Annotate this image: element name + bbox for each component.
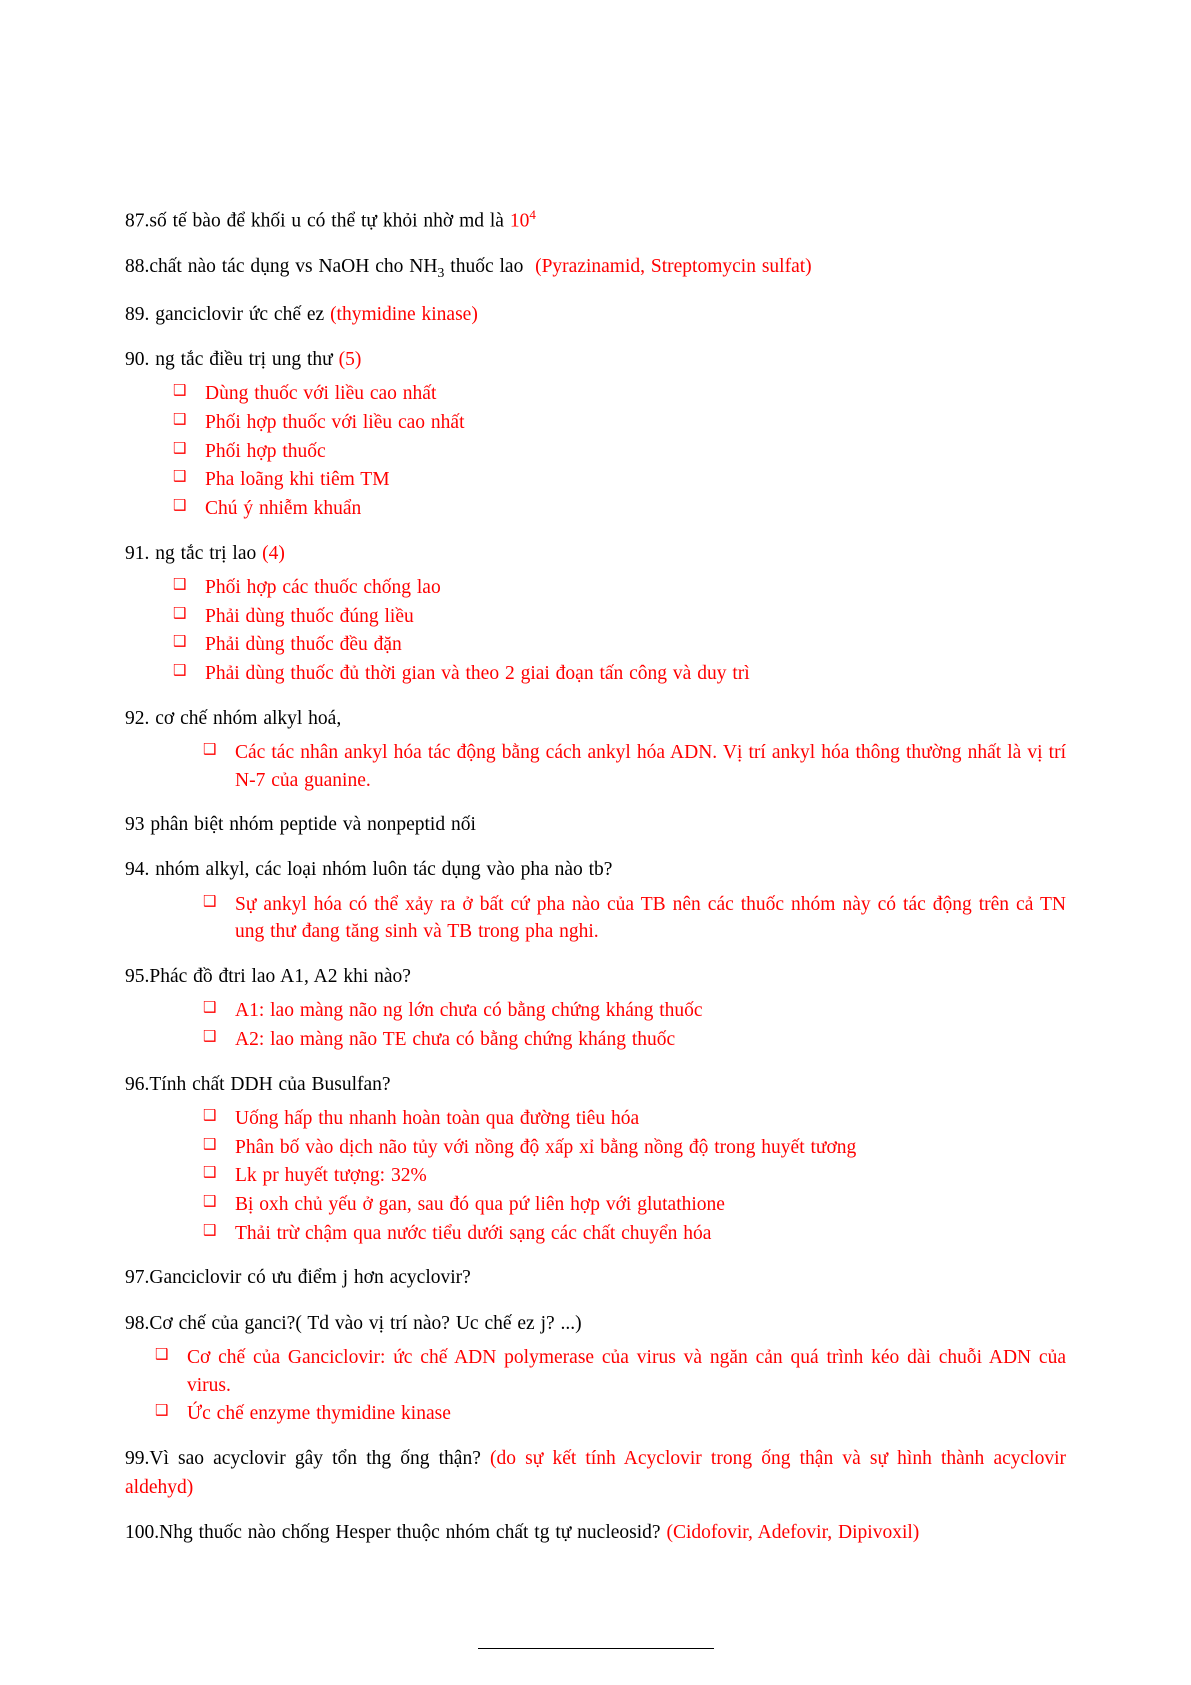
bullet-icon: ❑: [203, 1105, 217, 1124]
question-97-text: Ganciclovir có ưu điểm j hơn acyclovir?: [149, 1267, 471, 1289]
question-100: [125, 1518, 1066, 1547]
question-94-text: nhóm alkyl, các loại nhóm luôn tác dụng vào pha nào tb?: [155, 859, 613, 881]
question-88-text-b: thuốc lao: [444, 255, 524, 277]
bullet-icon: ❑: [173, 409, 187, 428]
list-item: [155, 1344, 1066, 1399]
list-item: [173, 380, 1066, 408]
question-88-subscript: 3: [437, 265, 445, 281]
list-item: [203, 1220, 1066, 1248]
bullet-icon: ❑: [173, 495, 187, 514]
question-99-answer: (do sự kết tính Acyclovir trong ống thận và sự hình thành acyclovir aldehyd): [125, 1447, 1066, 1499]
list-item: [203, 891, 1066, 946]
question-89-number: 89.: [125, 303, 156, 325]
question-100-text: Nhg thuốc nào chống Hesper thuộc nhóm chất tg tự nucleosid?: [159, 1522, 667, 1544]
question-87: [125, 205, 1066, 236]
list-item: [203, 1026, 1066, 1054]
list-item: [155, 1400, 1066, 1428]
question-97: [125, 1263, 1066, 1292]
list-item: [173, 495, 1066, 523]
question-87-text: số tế bào để khối u có thể tự khỏi nhờ md là: [149, 210, 510, 232]
question-95-text: Phác đồ đtri lao A1, A2 khi nào?: [149, 966, 411, 988]
bullet-icon: ❑: [203, 998, 217, 1017]
bullet-icon: ❑: [203, 1134, 217, 1153]
question-97-number: 97.: [125, 1267, 150, 1289]
question-91-number: 91.: [125, 542, 156, 564]
question-91-bullets: [173, 574, 1066, 688]
list-item: [173, 409, 1066, 437]
question-91-answer: (4): [262, 542, 285, 564]
question-91: [125, 539, 1066, 568]
list-item-text: Phải dùng thuốc đều đặn: [205, 634, 402, 656]
question-98-number: 98.: [125, 1312, 150, 1334]
question-96-text: Tính chất DDH của Busulfan?: [149, 1073, 391, 1095]
list-item-text: Thải trừ chậm qua nước tiểu dưới sạng các chất chuyển hóa: [235, 1222, 712, 1244]
bullet-icon: ❑: [173, 438, 187, 457]
list-item: [173, 438, 1066, 466]
list-item: [203, 1162, 1066, 1190]
question-100-number: 100.: [125, 1522, 160, 1544]
question-90-bullets: [173, 380, 1066, 522]
list-item-text: Pha loãng khi tiêm TM: [205, 469, 390, 491]
bullet-icon: ❑: [173, 632, 187, 651]
list-item: [173, 574, 1066, 602]
question-98: [125, 1309, 1066, 1338]
question-87-answer: 10: [509, 210, 530, 232]
question-91-text: ng tắc trị lao: [155, 542, 263, 564]
list-item-text: Bị oxh chủ yếu ở gan, sau đó qua pứ liên hợp với glutathione: [235, 1194, 725, 1216]
question-92-number: 92.: [125, 707, 156, 729]
question-89-text: ganciclovir ức chế ez: [155, 303, 331, 325]
list-item: [203, 1134, 1066, 1162]
bullet-icon: ❑: [173, 574, 187, 593]
list-item-text: Phải dùng thuốc đúng liều: [205, 605, 414, 627]
question-90-text: ng tắc điều trị ung thư: [155, 348, 339, 370]
question-94-number: 94.: [125, 859, 156, 881]
list-item-text: Uống hấp thu nhanh hoàn toàn qua đường tiêu hóa: [235, 1107, 640, 1129]
list-item: [173, 603, 1066, 631]
list-item: [203, 1105, 1066, 1133]
question-88: [125, 252, 1066, 284]
bullet-icon: ❑: [203, 1220, 217, 1239]
list-item-text: Phải dùng thuốc đủ thời gian và theo 2 giai đoạn tấn công và duy trì: [205, 662, 750, 684]
list-item-text: Phối hợp các thuốc chống lao: [205, 576, 441, 598]
list-item-text: Phối hợp thuốc với liều cao nhất: [205, 411, 465, 433]
question-93-text: phân biệt nhóm peptide và nonpeptid nối: [150, 814, 476, 836]
list-item-text: Các tác nhân ankyl hóa tác động bằng cách ankyl hóa ADN. Vị trí ankyl hóa thông thường nhất là vị trí N-7 của guanine.: [235, 741, 1066, 791]
question-96-bullets: [203, 1105, 1066, 1247]
list-item: [203, 1191, 1066, 1219]
list-item: [173, 466, 1066, 494]
bullet-icon: ❑: [173, 603, 187, 622]
question-94-bullets: [203, 891, 1066, 946]
list-item-text: Cơ chế của Ganciclovir: ức chế ADN polymerase của virus và ngăn cản quá trình kéo dài chuỗi ADN của virus.: [187, 1346, 1066, 1396]
footer-divider: [478, 1648, 714, 1649]
question-90-answer: (5): [338, 348, 362, 370]
question-93-number: 93: [125, 814, 151, 836]
question-88-answer: (Pyrazinamid, Streptomycin sulfat): [535, 255, 812, 277]
bullet-icon: ❑: [173, 467, 187, 486]
list-item-text: Dùng thuốc với liều cao nhất: [205, 383, 437, 405]
bullet-icon: ❑: [173, 660, 187, 679]
question-90-number: 90.: [125, 348, 156, 370]
question-93: [125, 810, 1066, 839]
question-99: [125, 1444, 1066, 1503]
bullet-icon: ❑: [173, 381, 187, 400]
question-89-answer: (thymidine kinase): [330, 303, 478, 325]
list-item-text: Lk pr huyết tượng: 32%: [235, 1165, 427, 1187]
question-88-number: 88.: [125, 255, 150, 277]
list-item-text: A2: lao màng não TE chưa có bằng chứng kháng thuốc: [235, 1029, 676, 1051]
question-98-text: Cơ chế của ganci?( Td vào vị trí nào? Uc chế ez j? ...): [149, 1312, 582, 1334]
bullet-icon: ❑: [203, 1192, 217, 1211]
question-92-bullets: [203, 739, 1066, 794]
bullet-icon: ❑: [203, 891, 217, 910]
question-96: [125, 1070, 1066, 1099]
list-item: [173, 631, 1066, 659]
bullet-icon: ❑: [155, 1401, 169, 1420]
question-99-text: Vì sao acyclovir gây tổn thg ống thận?: [149, 1447, 491, 1469]
question-90: [125, 345, 1066, 374]
question-92: [125, 704, 1066, 733]
list-item-text: A1: lao màng não ng lớn chưa có bằng chứng kháng thuốc: [235, 1000, 703, 1022]
list-item-text: Chú ý nhiễm khuẩn: [205, 497, 362, 519]
question-92-text: cơ chế nhóm alkyl hoá,: [155, 707, 342, 729]
bullet-icon: ❑: [203, 1027, 217, 1046]
list-item: [173, 660, 1066, 688]
question-99-number: 99.: [125, 1447, 150, 1469]
bullet-icon: ❑: [203, 1163, 217, 1182]
question-95-bullets: [203, 997, 1066, 1053]
question-94: [125, 855, 1066, 884]
question-87-number: 87.: [125, 210, 150, 232]
list-item-text: Phối hợp thuốc: [205, 440, 326, 462]
question-88-text-a: chất nào tác dụng vs NaOH cho NH: [149, 255, 438, 277]
bullet-icon: ❑: [203, 739, 217, 758]
bullet-icon: ❑: [155, 1344, 169, 1363]
question-89: [125, 300, 1066, 329]
list-item-text: Sự ankyl hóa có thể xảy ra ở bất cứ pha nào của TB nên các thuốc nhóm này có tác động trên cả TN ung thư đang tăng sinh và TB trong pha nghi.: [235, 893, 1066, 943]
list-item: [203, 739, 1066, 794]
list-item: [203, 997, 1066, 1025]
question-95-number: 95.: [125, 966, 150, 988]
list-item-text: Phân bố vào dịch não tủy với nồng độ xấp xỉ bằng nồng độ trong huyết tương: [235, 1136, 857, 1158]
question-96-number: 96.: [125, 1073, 150, 1095]
question-95: [125, 962, 1066, 991]
list-item-text: Ức chế enzyme thymidine kinase: [187, 1403, 451, 1425]
question-98-bullets: [155, 1344, 1066, 1428]
question-100-answer: (Cidofovir, Adefovir, Dipivoxil): [666, 1522, 920, 1544]
question-87-answer-exponent: 4: [529, 207, 536, 222]
